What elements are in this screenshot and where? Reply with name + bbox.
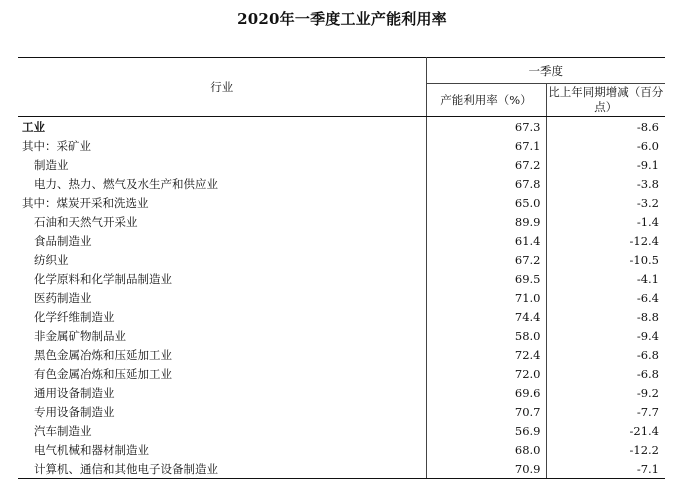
utilization-rate-cell: 69.6 [426,383,546,402]
industry-name-cell: 其中：煤炭开采和洗选业 [18,193,426,212]
table-row [18,193,665,212]
utilization-rate-cell: 67.2 [426,155,546,174]
utilization-rate-cell: 70.7 [426,402,546,421]
table-row [18,421,665,440]
utilization-rate-cell: 72.0 [426,364,546,383]
table-row [18,326,665,345]
header-yoy-change: 比上年同期增减（百分点） [546,84,665,117]
yoy-change-cell: -21.4 [629,423,659,438]
industry-name-cell: 通用设备制造业 [18,383,426,402]
yoy-change-cell: -1.4 [636,214,659,229]
yoy-change-cell: -6.8 [636,347,659,362]
table-row [18,288,665,307]
industry-name-cell: 石油和天然气开采业 [18,212,426,231]
capacity-utilization-table [18,57,665,479]
table-row [18,269,665,288]
yoy-change-cell: -12.2 [629,442,659,457]
yoy-change-cell: -7.7 [636,404,659,419]
table-row [18,250,665,269]
yoy-change-cell: -6.4 [636,290,659,305]
utilization-rate-cell: 56.9 [426,421,546,440]
table-row [18,174,665,193]
utilization-rate-cell: 67.8 [426,174,546,193]
table-body [18,117,665,479]
table-row [18,364,665,383]
utilization-rate-cell: 69.5 [426,269,546,288]
utilization-rate-cell: 74.4 [426,307,546,326]
table-row [18,212,665,231]
utilization-rate-cell: 67.3 [426,117,546,137]
page-title: 2020年一季度工业产能利用率 [237,10,447,28]
yoy-change-cell: -3.2 [636,195,659,210]
table-row [18,440,665,459]
industry-name-cell: 纺织业 [18,250,426,269]
table-row [18,459,665,479]
industry-name-cell: 汽车制造业 [18,421,426,440]
utilization-rate-cell: 67.1 [426,136,546,155]
table-row [18,117,665,137]
header-industry: 行业 [18,58,426,117]
industry-name-cell: 医药制造业 [18,288,426,307]
table-header [18,58,665,117]
utilization-rate-cell: 65.0 [426,193,546,212]
industry-name-cell: 专用设备制造业 [18,402,426,421]
table-row [18,383,665,402]
utilization-rate-cell: 67.2 [426,250,546,269]
utilization-rate-cell: 70.9 [426,459,546,479]
industry-name-cell: 制造业 [18,155,426,174]
utilization-rate-cell: 68.0 [426,440,546,459]
industry-name-cell: 非金属矿物制品业 [18,326,426,345]
utilization-rate-cell: 89.9 [426,212,546,231]
industry-name-cell: 计算机、通信和其他电子设备制造业 [18,459,426,479]
yoy-change-cell: -3.8 [636,176,659,191]
header-utilization-rate: 产能利用率（%） [426,84,546,117]
industry-name-cell: 黑色金属冶炼和压延加工业 [18,345,426,364]
yoy-change-cell: -6.8 [636,366,659,381]
table-row [18,345,665,364]
utilization-rate-cell: 72.4 [426,345,546,364]
utilization-rate-cell: 71.0 [426,288,546,307]
table-row [18,307,665,326]
industry-name-cell: 电气机械和器材制造业 [18,440,426,459]
yoy-change-cell: -10.5 [629,252,659,267]
industry-name-cell: 工业 [18,117,426,137]
table-row [18,402,665,421]
yoy-change-cell: -9.2 [636,385,659,400]
table-row [18,136,665,155]
industry-name-cell: 化学纤维制造业 [18,307,426,326]
yoy-change-cell: -4.1 [636,271,659,286]
yoy-change-cell: -8.6 [636,119,659,134]
yoy-change-cell: -8.8 [636,309,659,324]
header-period: 一季度 [426,58,665,84]
table-row [18,155,665,174]
yoy-change-cell: -7.1 [546,459,665,479]
industry-name-cell: 其中：采矿业 [18,136,426,155]
industry-name-cell: 电力、热力、燃气及水生产和供应业 [18,174,426,193]
table-row [18,231,665,250]
yoy-change-cell: -9.1 [636,157,659,172]
utilization-rate-cell: 61.4 [426,231,546,250]
utilization-rate-cell: 58.0 [426,326,546,345]
industry-name-cell: 有色金属冶炼和压延加工业 [18,364,426,383]
yoy-change-cell: -12.4 [629,233,659,248]
industry-name-cell: 化学原料和化学制品制造业 [18,269,426,288]
yoy-change-cell: -9.4 [636,328,659,343]
industry-name-cell: 食品制造业 [18,231,426,250]
yoy-change-cell: -6.0 [636,138,659,153]
